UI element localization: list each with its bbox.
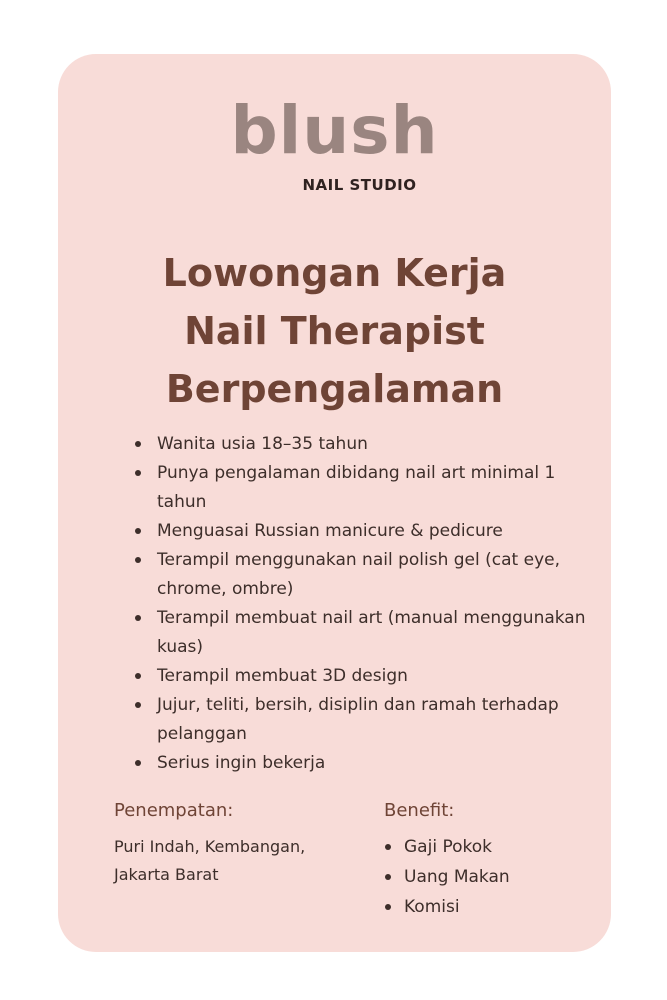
requirement-item: Terampil menggunakan nail polish gel (cat eye, chrome, ombre) <box>134 546 604 604</box>
brand-subtitle: NAIL STUDIO <box>302 176 417 194</box>
requirement-item: Terampil membuat nail art (manual menggunakan kuas) <box>134 604 604 662</box>
benefit-item: Uang Makan <box>384 862 510 892</box>
placement-heading: Penempatan: <box>114 800 234 821</box>
requirement-item: Menguasai Russian manicure & pedicure <box>134 517 604 546</box>
benefit-item: Gaji Pokok <box>384 832 510 862</box>
placement-line-1: Puri Indah, Kembangan, <box>114 837 306 856</box>
requirement-item: Serius ingin bekerja <box>134 749 604 778</box>
requirements-list <box>134 430 604 778</box>
brand-name: blush <box>230 92 439 169</box>
headline-line-2: Nail Therapist <box>184 309 485 353</box>
requirement-item: Terampil membuat 3D design <box>134 662 604 691</box>
requirement-item: Jujur, teliti, bersih, disiplin dan ramah terhadap pelanggan <box>134 691 604 749</box>
placement-line-2: Jakarta Barat <box>114 865 219 884</box>
requirement-item: Wanita usia 18–35 tahun <box>134 430 604 459</box>
benefit-heading: Benefit: <box>384 800 455 821</box>
headline-line-1: Lowongan Kerja <box>162 251 507 295</box>
headline-line-3: Berpengalaman <box>165 367 504 411</box>
benefit-item: Komisi <box>384 892 510 922</box>
placement-location <box>114 833 354 889</box>
poster-headline <box>58 244 611 418</box>
benefit-list <box>384 832 510 922</box>
job-poster-card <box>58 54 611 952</box>
requirement-item: Punya pengalaman dibidang nail art minimal 1 tahun <box>134 459 604 517</box>
brand-logo <box>58 94 611 194</box>
